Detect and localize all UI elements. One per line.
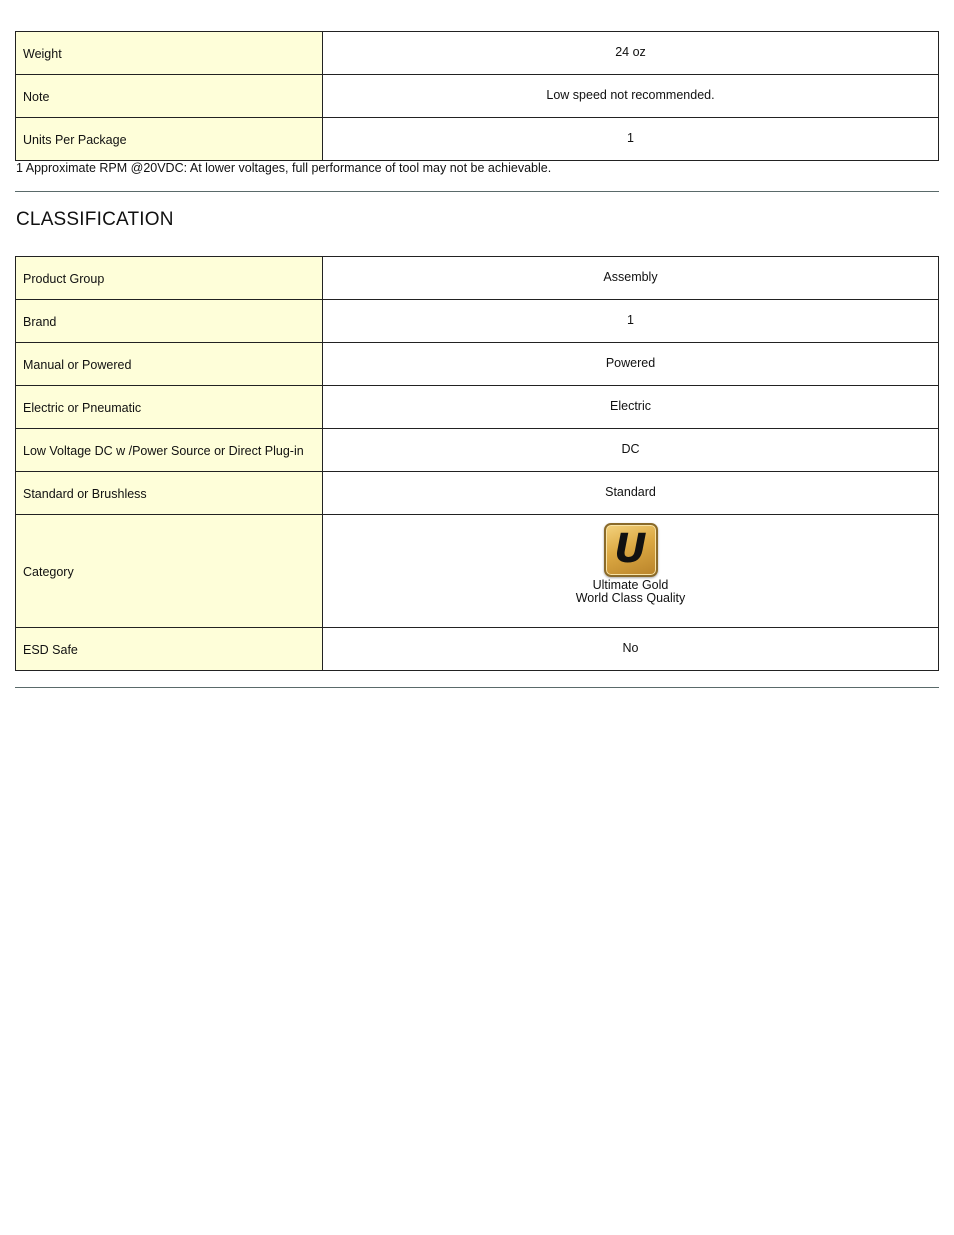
spec-row-note	[16, 75, 939, 118]
class-value: DC	[323, 429, 939, 472]
class-label: Low Voltage DC w /Power Source or Direct Plug-in	[16, 429, 323, 472]
category-name: Ultimate Gold	[592, 578, 669, 592]
class-value: Assembly	[323, 257, 939, 300]
class-label: Product Group	[16, 257, 323, 300]
rpm-footnote: 1 Approximate RPM @20VDC: At lower voltages, full performance of tool may not be achievable.	[16, 161, 552, 175]
class-row-manual-or-powered	[16, 343, 939, 386]
spec-label: Units Per Package	[16, 118, 323, 161]
specifications-table	[15, 31, 939, 161]
badge-letter: U	[614, 526, 647, 572]
class-value: Powered	[323, 343, 939, 386]
spec-label: Note	[16, 75, 323, 118]
class-label: Electric or Pneumatic	[16, 386, 323, 429]
class-row-brand	[16, 300, 939, 343]
class-label: ESD Safe	[16, 628, 323, 671]
class-row-low-voltage-dc	[16, 429, 939, 472]
section-divider	[15, 191, 939, 192]
ultimate-gold-badge-icon	[604, 523, 658, 577]
class-label: Category	[16, 515, 323, 628]
spec-row-units-per-package	[16, 118, 939, 161]
category-tagline: World Class Quality	[575, 591, 686, 605]
class-row-electric-or-pneumatic	[16, 386, 939, 429]
class-label: Brand	[16, 300, 323, 343]
class-label: Manual or Powered	[16, 343, 323, 386]
classification-heading: CLASSIFICATION	[16, 209, 174, 230]
class-row-category	[16, 515, 939, 628]
class-value: No	[323, 628, 939, 671]
spec-value: 24 oz	[323, 32, 939, 75]
class-value: Electric	[323, 386, 939, 429]
category-value	[323, 515, 939, 628]
spec-label: Weight	[16, 32, 323, 75]
class-value: Standard	[323, 472, 939, 515]
classification-table	[15, 256, 939, 671]
class-row-product-group	[16, 257, 939, 300]
class-row-standard-or-brushless	[16, 472, 939, 515]
spec-value: 1	[323, 118, 939, 161]
class-row-esd-safe	[16, 628, 939, 671]
class-label: Standard or Brushless	[16, 472, 323, 515]
spec-value: Low speed not recommended.	[323, 75, 939, 118]
spec-row-weight	[16, 32, 939, 75]
section-divider	[15, 687, 939, 688]
class-value: 1	[323, 300, 939, 343]
